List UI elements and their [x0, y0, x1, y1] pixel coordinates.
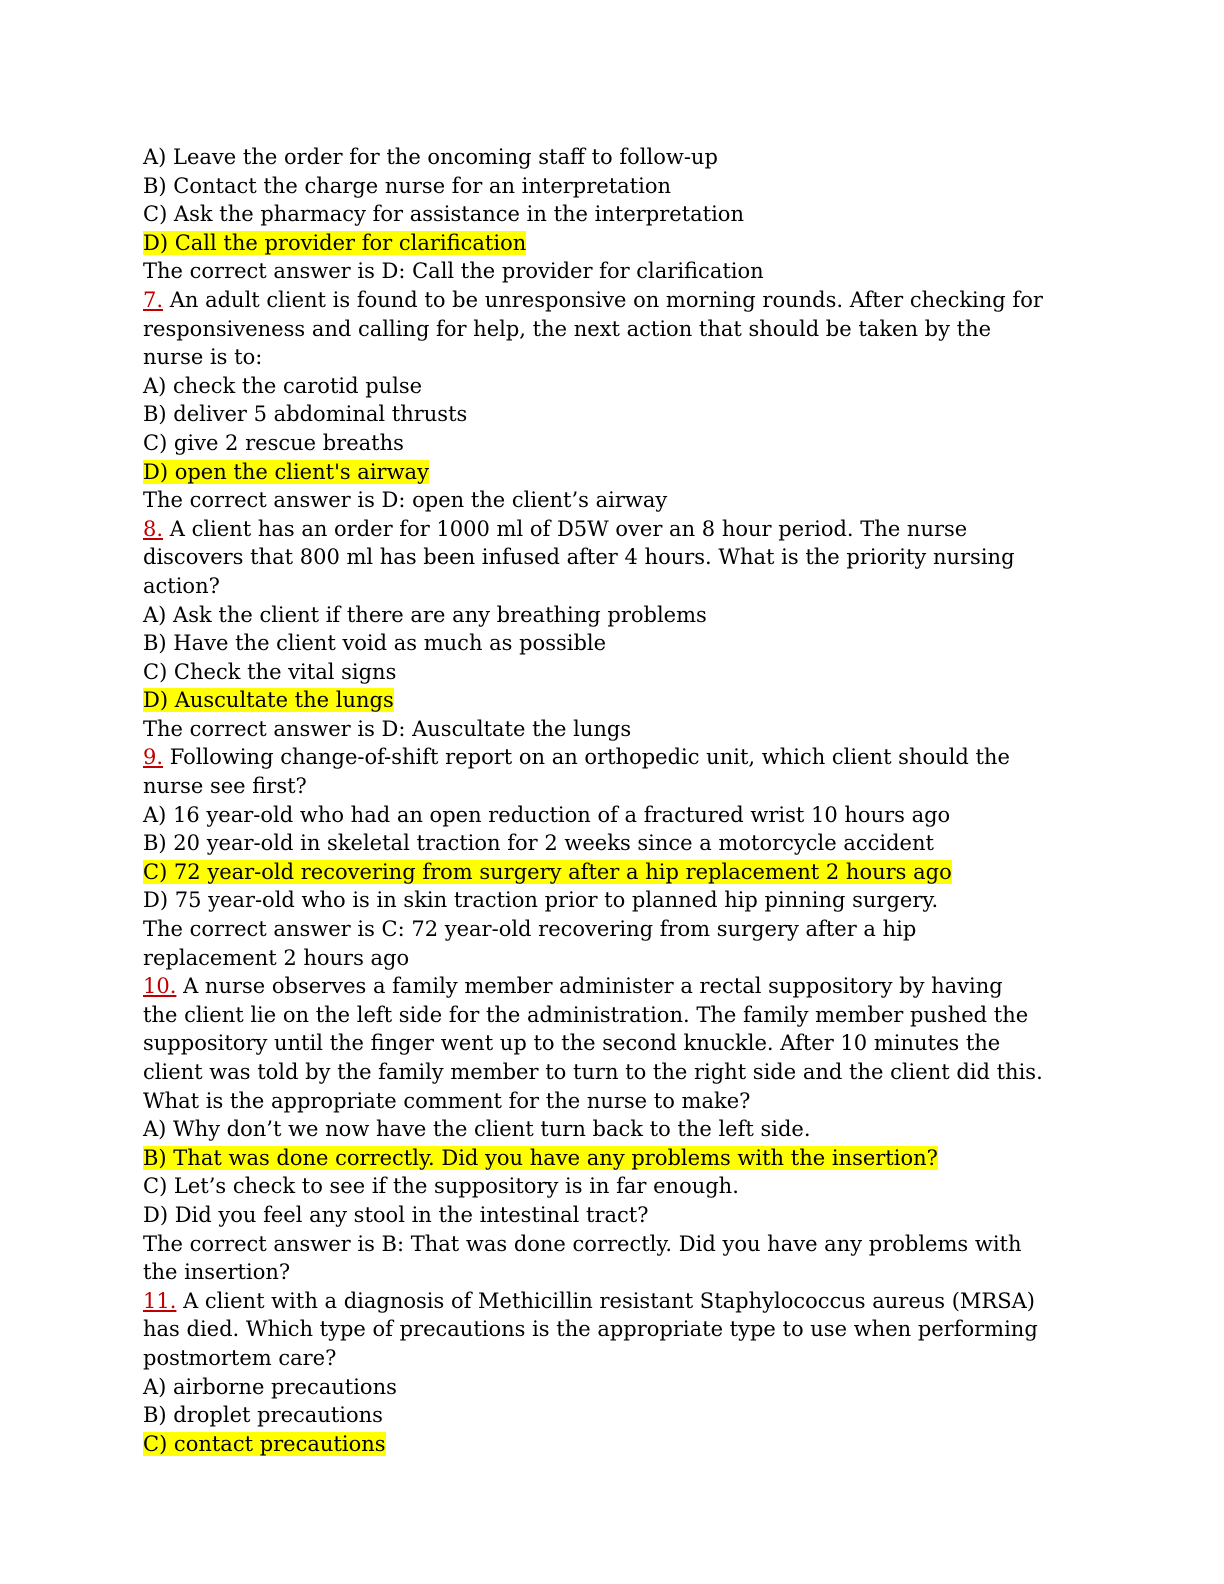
option-a: A) Leave the order for the oncoming staff to follow-up — [143, 145, 718, 169]
option-b-correct — [143, 1144, 1043, 1173]
question-text — [143, 743, 1043, 800]
question-number-link[interactable]: 8. — [143, 516, 164, 541]
question-number-link[interactable]: 11. — [143, 1288, 177, 1313]
highlighted-answer: D) open the client's airway — [143, 459, 429, 484]
correct-answer-text: The correct answer is D: Auscultate the lungs — [143, 716, 632, 741]
question-text — [143, 972, 1043, 1115]
correct-answer-text: The correct answer is C: 72 year-old recovering from surgery after a hip replacement 2 hours ago — [143, 917, 917, 970]
question-body: A nurse observes a family member administer a rectal suppository by having the client lie on the left side for the administration. The family member pushed the suppository until the finger went up to the second knuckle. After 10 minutes the client was told by the family member to turn to the right side and the client did this. What is the appropriate comment for the nurse to make? — [143, 974, 1043, 1113]
highlighted-answer: D) Auscultate the lungs — [143, 688, 394, 713]
correct-answer-text: The correct answer is D: Call the provider for clarification — [143, 259, 764, 284]
option-a: A) 16 year-old who had an open reduction of a fractured wrist 10 hours ago — [143, 802, 951, 827]
option-b: B) Have the client void as much as possible — [143, 631, 607, 656]
option-d: D) Did you feel any stool in the intestinal tract? — [143, 1202, 649, 1227]
correct-answer-text: The correct answer is D: open the client’s airway — [143, 488, 668, 513]
question-body: A client with a diagnosis of Methicillin resistant Staphylococcus aureus (MRSA) has died. Which type of precautions is the appropriate type to use when performing postmortem care? — [143, 1288, 1038, 1370]
option-c: C) Check the vital signs — [143, 659, 397, 684]
option-a: A) Why don’t we now have the client turn back to the left side. — [143, 1117, 811, 1142]
question-body: Following change-of-shift report on an orthopedic unit, which client should the nurse see first? — [143, 745, 1010, 799]
question-text — [143, 515, 1043, 601]
question-number-link[interactable]: 7. — [143, 287, 164, 312]
option-d-correct — [143, 686, 1043, 715]
option-c-correct — [143, 858, 1043, 887]
option-a: A) check the carotid pulse — [143, 373, 423, 398]
option-b: B) Contact the charge nurse for an interpretation — [143, 173, 671, 198]
question-body: A client has an order for 1000 ml of D5W over an 8 hour period. The nurse discovers that 800 ml has been infused after 4 hours. What is the priority nursing action? — [143, 516, 1015, 598]
option-b: B) droplet precautions — [143, 1403, 383, 1428]
option-d: D) 75 year-old who is in skin traction prior to planned hip pinning surgery. — [143, 888, 939, 913]
question-text — [143, 1287, 1043, 1373]
option-c: C) Ask the pharmacy for assistance in the interpretation — [143, 202, 744, 227]
highlighted-answer: D) Call the provider for clarification — [143, 230, 527, 255]
option-d-correct — [143, 229, 1043, 258]
question-body: An adult client is found to be unresponsive on morning rounds. After checking for responsiveness and calling for help, the next action that should be taken by the nurse is to: — [143, 287, 1043, 370]
correct-answer-text: The correct answer is B: That was done correctly. Did you have any problems with the insertion? — [143, 1231, 1022, 1285]
option-c: C) give 2 rescue breaths — [143, 430, 404, 455]
question-number-link[interactable]: 10. — [143, 974, 177, 999]
document-page — [143, 143, 1043, 1458]
highlighted-answer: B) That was done correctly. Did you have any problems with the insertion? — [143, 1145, 938, 1170]
option-d-correct — [143, 458, 1043, 487]
highlighted-answer: C) 72 year-old recovering from surgery after a hip replacement 2 hours ago — [143, 859, 952, 884]
question-number-link[interactable]: 9. — [143, 745, 164, 770]
option-b: B) deliver 5 abdominal thrusts — [143, 402, 468, 427]
option-c: C) Let’s check to see if the suppository is in far enough. — [143, 1174, 739, 1199]
option-a: A) Ask the client if there are any breathing problems — [143, 602, 707, 627]
question-text — [143, 286, 1043, 372]
highlighted-answer: C) contact precautions — [143, 1431, 386, 1456]
option-c-correct — [143, 1430, 1043, 1459]
option-b: B) 20 year-old in skeletal traction for 2 weeks since a motorcycle accident — [143, 831, 934, 856]
option-a: A) airborne precautions — [143, 1374, 397, 1399]
